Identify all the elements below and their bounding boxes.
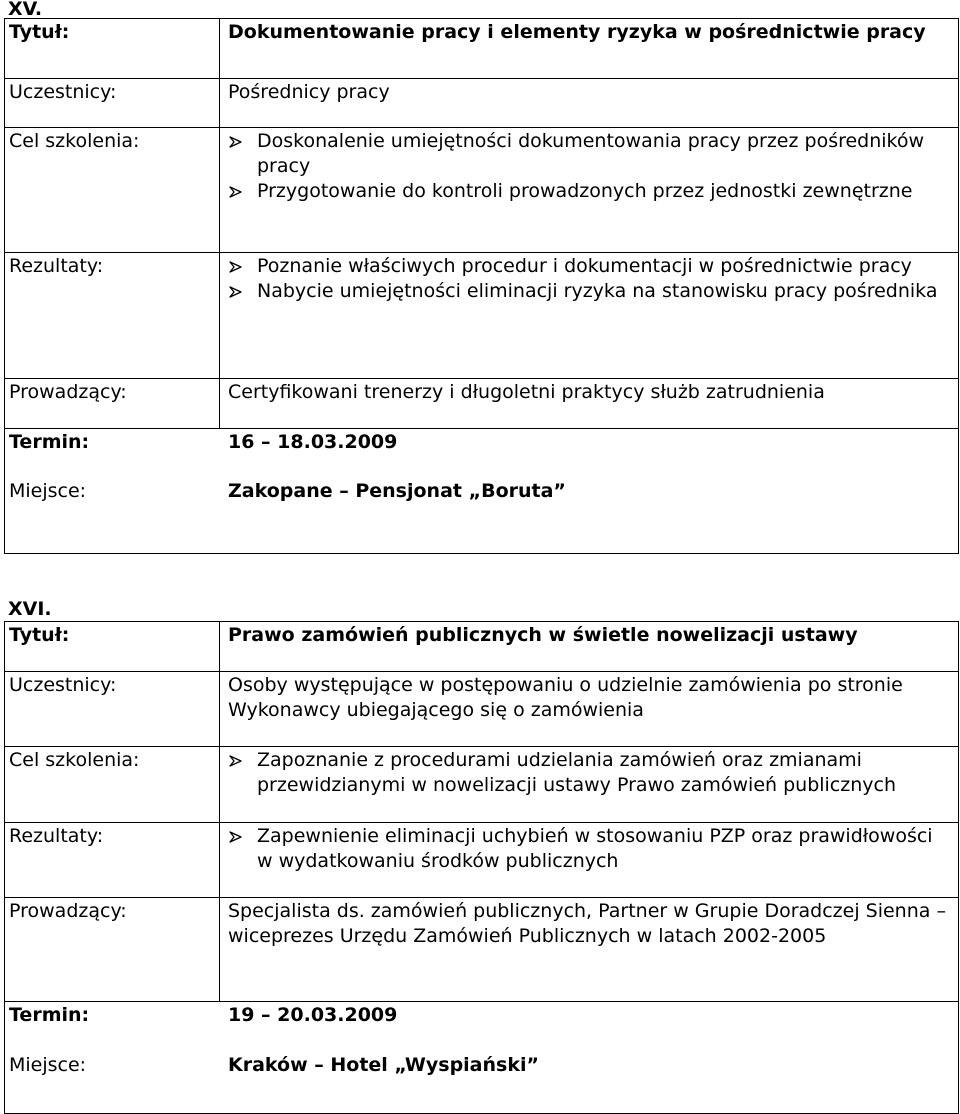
goal-row — [5, 128, 958, 253]
arrow-bullet-icon — [228, 824, 248, 849]
trainer-row — [5, 898, 958, 1002]
goal-label: Cel szkolenia: — [5, 747, 220, 822]
results-label: Rezultaty: — [5, 823, 220, 897]
list-item: Zapewnienie eliminacji uchybień w stosowaniu PZP oraz prawidłowości w wydatkowaniu środków publicznych — [228, 824, 952, 874]
arrow-bullet-icon — [228, 254, 248, 279]
list-item: Doskonalenie umiejętności dokumentowania pracy przez pośredników pracy — [228, 129, 952, 179]
results-row — [5, 823, 958, 898]
trainer-label: Prowadzący: — [5, 379, 220, 428]
section-number: XV. — [8, 0, 43, 20]
goal-value — [220, 747, 958, 822]
section-number: XVI. — [8, 598, 52, 620]
list-item: Nabycie umiejętności eliminacji ryzyka na stanowisku pracy pośrednika — [228, 279, 952, 304]
participants-row — [5, 672, 958, 747]
course-table — [4, 621, 959, 1114]
title-label: Tytuł: — [5, 622, 220, 671]
results-list — [228, 254, 952, 304]
place-value: Kraków – Hotel „Wyspiański” — [228, 1054, 539, 1076]
title-label: Tytuł: — [5, 19, 220, 78]
arrow-bullet-icon — [228, 748, 248, 773]
results-list — [228, 824, 952, 874]
date-row — [5, 1002, 958, 1052]
participants-value: Pośrednicy pracy — [228, 81, 390, 103]
participants-row — [5, 79, 958, 128]
goal-row — [5, 747, 958, 823]
place-label: Miejsce: — [9, 480, 87, 502]
title-row — [5, 622, 958, 672]
place-row — [5, 1052, 958, 1107]
goal-list — [228, 129, 952, 204]
place-value: Zakopane – Pensjonat „Boruta” — [228, 480, 566, 502]
trainer-value: Specjalista ds. zamówień publicznych, Partner w Grupie Doradczej Sienna – wiceprezes Urzędu Zamówień Publicznych w latach 2002-2005 — [228, 900, 946, 947]
date-label: Termin: — [9, 1004, 90, 1026]
goal-value — [220, 128, 958, 252]
results-label: Rezultaty: — [5, 253, 220, 378]
date-value: 16 – 18.03.2009 — [228, 431, 398, 453]
participants-value: Osoby występujące w postępowaniu o udzielnie zamówienia po stronie Wykonawcy ubiegającego się o zamówienia — [228, 674, 903, 721]
participants-label: Uczestnicy: — [5, 79, 220, 127]
goal-list — [228, 748, 952, 798]
course-table — [4, 18, 959, 554]
date-value: 19 – 20.03.2009 — [228, 1004, 398, 1026]
arrow-bullet-icon — [228, 279, 248, 304]
trainer-label: Prowadzący: — [5, 898, 220, 1001]
trainer-row — [5, 379, 958, 429]
results-value — [220, 253, 958, 378]
list-item: Przygotowanie do kontroli prowadzonych przez jednostki zewnętrzne — [228, 179, 952, 204]
list-item: Zapoznanie z procedurami udzielania zamówień oraz zmianami przewidzianymi w nowelizacji ustawy Prawo zamówień publicznych — [228, 748, 952, 798]
results-row — [5, 253, 958, 379]
place-row — [5, 478, 958, 552]
arrow-bullet-icon — [228, 129, 248, 154]
course-title: Prawo zamówień publicznych w świetle nowelizacji ustawy — [228, 624, 858, 646]
date-label: Termin: — [9, 431, 90, 453]
arrow-bullet-icon — [228, 179, 248, 204]
title-row — [5, 19, 958, 79]
place-label: Miejsce: — [9, 1054, 87, 1076]
participants-label: Uczestnicy: — [5, 672, 220, 746]
goal-label: Cel szkolenia: — [5, 128, 220, 252]
list-item: Poznanie właściwych procedur i dokumentacji w pośrednictwie pracy — [228, 254, 952, 279]
results-value — [220, 823, 958, 897]
trainer-value: Certyfikowani trenerzy i długoletni praktycy służb zatrudnienia — [228, 381, 825, 403]
course-title: Dokumentowanie pracy i elementy ryzyka w pośrednictwie pracy — [228, 21, 926, 43]
date-row — [5, 429, 958, 478]
